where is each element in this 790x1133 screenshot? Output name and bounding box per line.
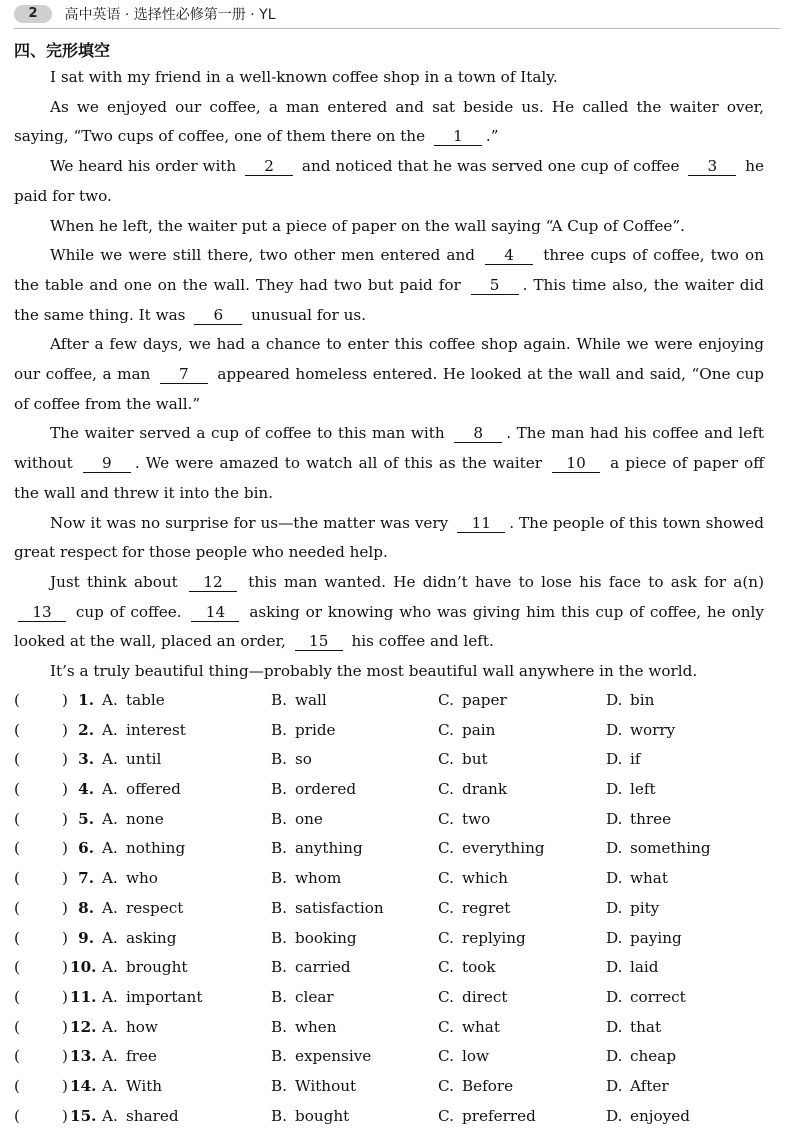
option-a[interactable] [102, 745, 161, 775]
option-letter: B. [271, 720, 287, 739]
option-letter: D. [606, 958, 623, 977]
option-letter: A. [102, 691, 118, 709]
option-c[interactable] [438, 894, 510, 924]
option-a[interactable] [102, 686, 165, 716]
question-number: 11. [70, 987, 97, 1006]
answer-paren-right[interactable]: ) [62, 780, 68, 799]
blank-7[interactable]: 7 [160, 365, 208, 384]
option-text: drank [462, 780, 508, 799]
option-c[interactable] [438, 1072, 513, 1102]
option-letter: B. [271, 839, 287, 858]
option-text: preferred [462, 1106, 536, 1125]
option-b[interactable] [271, 953, 351, 983]
answer-paren-left[interactable]: ( [14, 691, 20, 709]
option-letter: C. [438, 1106, 454, 1125]
option-c[interactable] [438, 805, 490, 835]
option-text: replying [462, 928, 526, 947]
option-text: something [630, 839, 711, 858]
passage-paragraph: The waiter served a cup of coffee to this man with 8 . The man had his coffee and left without 9 . We were amazed to watch all of this as the waiter 10 a piece of paper off the wall and threw it into the bin. [14, 424, 764, 502]
passage-paragraph: It’s a truly beautiful thing—probably the most beautiful wall anywhere in the world. [50, 662, 698, 681]
question-row [14, 1102, 774, 1132]
option-letter: A. [102, 928, 118, 947]
answer-paren-right[interactable]: ) [62, 1106, 68, 1125]
option-text: nothing [126, 839, 186, 858]
option-letter: D. [606, 809, 623, 828]
option-d[interactable] [606, 805, 671, 835]
blank-5[interactable]: 5 [471, 276, 519, 295]
header-title: 高中英语 · 选择性必修第一册 · YL [64, 7, 276, 23]
question-number: 1. [78, 691, 94, 709]
blank-10[interactable]: 10 [552, 454, 600, 473]
option-text: paying [630, 928, 682, 947]
option-d[interactable] [606, 745, 640, 775]
option-text: shared [126, 1106, 179, 1125]
option-text: With [126, 1076, 163, 1095]
option-letter: D. [606, 691, 623, 709]
blank-2[interactable]: 2 [245, 157, 293, 176]
option-a[interactable] [102, 1042, 157, 1072]
option-a[interactable] [102, 775, 181, 805]
option-letter: D. [606, 987, 623, 1006]
option-letter: A. [102, 898, 118, 917]
option-d[interactable] [606, 864, 668, 894]
option-text: bought [295, 1106, 350, 1125]
option-text: laid [630, 958, 659, 977]
option-text: so [295, 750, 312, 769]
option-letter: B. [271, 869, 287, 888]
option-b[interactable] [271, 864, 341, 894]
option-text: anything [295, 839, 363, 858]
option-text: left [630, 780, 656, 799]
option-text: ordered [295, 780, 357, 799]
option-letter: A. [102, 869, 118, 888]
option-text: two [462, 809, 491, 828]
option-a[interactable] [102, 1013, 158, 1043]
option-letter: A. [102, 809, 118, 828]
option-b[interactable] [271, 775, 356, 805]
option-letter: D. [606, 750, 623, 769]
option-text: offered [126, 780, 181, 799]
option-text: brought [126, 958, 188, 977]
option-text: if [630, 750, 641, 769]
option-c[interactable] [438, 924, 526, 954]
option-letter: C. [438, 1017, 454, 1036]
question-row [14, 1072, 774, 1102]
option-c[interactable] [438, 775, 507, 805]
option-d[interactable] [606, 1013, 661, 1043]
option-letter: B. [271, 1106, 287, 1125]
answer-paren-right[interactable]: ) [62, 928, 68, 947]
option-letter: B. [271, 898, 287, 917]
question-number: 2. [78, 720, 94, 739]
blank-12[interactable]: 12 [189, 573, 237, 592]
header-divider [14, 28, 780, 29]
question-row [14, 924, 774, 954]
question-row [14, 745, 774, 775]
option-text: satisfaction [295, 898, 384, 917]
option-text: respect [126, 898, 184, 917]
option-text: none [126, 809, 164, 828]
option-letter: C. [438, 958, 454, 977]
option-d[interactable] [606, 686, 654, 716]
option-letter: D. [606, 780, 623, 799]
page-number-badge: 2 [14, 5, 52, 23]
option-text: pride [295, 720, 336, 739]
question-options [14, 686, 774, 1131]
passage-paragraph: While we were still there, two other men entered and 4 three cups of coffee, two on the table and one on the wall. They had two but paid for 5 . This time also, the waiter did the same thing. It was 6 unusual for us. [14, 246, 764, 324]
answer-paren-right[interactable]: ) [62, 809, 68, 828]
question-number: 12. [70, 1017, 97, 1036]
blank-8[interactable]: 8 [454, 424, 502, 443]
option-letter: A. [102, 958, 118, 977]
blank-15[interactable]: 15 [295, 632, 343, 651]
question-number: 5. [78, 809, 94, 828]
question-number: 9. [78, 928, 94, 947]
answer-paren-left[interactable]: ( [14, 1076, 20, 1095]
option-text: free [126, 1047, 157, 1066]
option-a[interactable] [102, 1102, 179, 1132]
passage-paragraph: We heard his order with 2 and noticed that he was served one cup of coffee 3 he paid for two. [14, 157, 764, 205]
option-d[interactable] [606, 1042, 676, 1072]
question-number: 8. [78, 898, 94, 917]
blank-4[interactable]: 4 [485, 246, 533, 265]
question-number: 13. [70, 1047, 97, 1066]
answer-paren-left[interactable]: ( [14, 839, 20, 858]
option-text: low [462, 1047, 490, 1066]
option-text: Without [295, 1076, 357, 1095]
option-d[interactable] [606, 894, 659, 924]
option-text: carried [295, 958, 351, 977]
cloze-passage [14, 63, 764, 687]
option-text: wall [295, 691, 327, 709]
option-b[interactable] [271, 805, 323, 835]
option-text: table [126, 691, 165, 709]
answer-paren-right[interactable]: ) [62, 1076, 68, 1095]
option-text: when [295, 1017, 337, 1036]
option-a[interactable] [102, 1072, 162, 1102]
option-text: until [126, 750, 162, 769]
question-number: 7. [78, 869, 94, 888]
option-letter: C. [438, 691, 454, 709]
question-row [14, 716, 774, 746]
blank-13[interactable]: 13 [18, 603, 66, 622]
option-text: who [126, 869, 158, 888]
option-text: which [462, 869, 508, 888]
option-c[interactable] [438, 1102, 536, 1132]
answer-paren-left[interactable]: ( [14, 958, 20, 977]
option-b[interactable] [271, 1042, 371, 1072]
option-letter: D. [606, 898, 623, 917]
answer-paren-left[interactable]: ( [14, 809, 20, 828]
page-header [14, 4, 780, 24]
blank-14[interactable]: 14 [191, 603, 239, 622]
option-b[interactable] [271, 716, 336, 746]
option-c[interactable] [438, 834, 545, 864]
question-number: 15. [70, 1106, 97, 1125]
answer-paren-left[interactable]: ( [14, 750, 20, 769]
option-d[interactable] [606, 1102, 690, 1132]
option-letter: A. [102, 1076, 118, 1095]
answer-paren-left[interactable]: ( [14, 898, 20, 917]
option-letter: C. [438, 898, 454, 917]
option-c[interactable] [438, 745, 488, 775]
option-d[interactable] [606, 924, 682, 954]
answer-paren-left[interactable]: ( [14, 1017, 20, 1036]
option-d[interactable] [606, 716, 675, 746]
option-a[interactable] [102, 983, 202, 1013]
option-text: pain [462, 720, 496, 739]
passage-paragraph: As we enjoyed our coffee, a man entered and sat beside us. He called the waiter over, saying, “Two cups of coffee, one of them there on the 1 .” [14, 97, 764, 146]
option-a[interactable] [102, 924, 176, 954]
option-letter: B. [271, 691, 287, 709]
passage-paragraph: Just think about 12 this man wanted. He didn’t have to lose his face to ask for a(n) 13 cup of coffee. 14 asking or knowing who was giving him this cup of coffee, he only looked at the wall, placed an order, 15 his coffee and left. [14, 572, 764, 651]
option-letter: A. [102, 1017, 118, 1036]
option-letter: A. [102, 750, 118, 769]
question-row [14, 775, 774, 805]
option-b[interactable] [271, 834, 363, 864]
option-letter: D. [606, 720, 623, 739]
option-letter: C. [438, 839, 454, 858]
option-letter: B. [271, 780, 287, 799]
option-text: what [630, 869, 668, 888]
answer-paren-right[interactable]: ) [62, 720, 68, 739]
passage-paragraph: I sat with my friend in a well-known coffee shop in a town of Italy. [50, 68, 558, 86]
option-c[interactable] [438, 1042, 489, 1072]
answer-paren-left[interactable]: ( [14, 869, 20, 888]
option-letter: B. [271, 1076, 287, 1095]
option-text: Before [462, 1076, 514, 1095]
question-number: 14. [70, 1076, 97, 1095]
question-row [14, 805, 774, 835]
option-text: correct [630, 987, 686, 1006]
option-b[interactable] [271, 745, 312, 775]
answer-paren-left[interactable]: ( [14, 720, 20, 739]
blank-11[interactable]: 11 [457, 514, 505, 533]
passage-paragraph: Now it was no surprise for us—the matter was very 11 . The people of this town showed great respect for those people who needed help. [14, 513, 765, 562]
option-c[interactable] [438, 686, 507, 716]
option-c[interactable] [438, 953, 496, 983]
option-text: enjoyed [630, 1106, 690, 1125]
answer-paren-right[interactable]: ) [62, 691, 68, 709]
option-b[interactable] [271, 924, 357, 954]
option-text: took [462, 958, 496, 977]
answer-paren-left[interactable]: ( [14, 780, 20, 799]
option-letter: A. [102, 780, 118, 799]
blank-3[interactable]: 3 [688, 157, 736, 176]
option-b[interactable] [271, 686, 327, 716]
option-letter: C. [438, 1047, 454, 1066]
question-row [14, 686, 774, 716]
answer-paren-right[interactable]: ) [62, 987, 68, 1006]
option-letter: B. [271, 1047, 287, 1066]
question-number: 10. [70, 958, 97, 977]
option-letter: B. [271, 987, 287, 1006]
option-letter: B. [271, 809, 287, 828]
option-letter: D. [606, 839, 623, 858]
option-text: worry [630, 720, 676, 739]
question-row [14, 1013, 774, 1043]
option-text: clear [295, 987, 334, 1006]
option-letter: D. [606, 1076, 623, 1095]
option-letter: C. [438, 1076, 454, 1095]
blank-9[interactable]: 9 [83, 454, 131, 473]
option-letter: C. [438, 869, 454, 888]
question-row [14, 834, 774, 864]
answer-paren-right[interactable]: ) [62, 1047, 68, 1066]
question-number: 6. [78, 839, 94, 858]
option-text: After [630, 1076, 669, 1095]
option-b[interactable] [271, 1013, 337, 1043]
option-d[interactable] [606, 1072, 669, 1102]
option-letter: C. [438, 987, 454, 1006]
option-c[interactable] [438, 1013, 500, 1043]
option-text: what [462, 1017, 500, 1036]
option-a[interactable] [102, 716, 186, 746]
option-a[interactable] [102, 834, 185, 864]
answer-paren-left[interactable]: ( [14, 1047, 20, 1066]
answer-paren-left[interactable]: ( [14, 1106, 20, 1125]
option-c[interactable] [438, 864, 508, 894]
answer-paren-left[interactable]: ( [14, 987, 20, 1006]
option-text: bin [630, 691, 655, 709]
option-letter: D. [606, 869, 623, 888]
option-b[interactable] [271, 1072, 356, 1102]
option-text: one [295, 809, 323, 828]
option-letter: A. [102, 839, 118, 858]
option-text: expensive [295, 1047, 372, 1066]
option-letter: D. [606, 1047, 623, 1066]
answer-paren-right[interactable]: ) [62, 839, 68, 858]
passage-paragraph: After a few days, we had a chance to enter this coffee shop again. While we were enjoying our coffee, a man 7 appeared homeless entered. He looked at the wall and said, “One cup of coffee from the wall.” [14, 335, 765, 413]
option-letter: C. [438, 809, 454, 828]
option-c[interactable] [438, 983, 507, 1013]
option-a[interactable] [102, 894, 183, 924]
option-d[interactable] [606, 983, 686, 1013]
option-letter: A. [102, 1047, 118, 1066]
option-letter: A. [102, 1106, 118, 1125]
answer-paren-right[interactable]: ) [62, 898, 68, 917]
option-b[interactable] [271, 983, 334, 1013]
option-text: whom [295, 869, 342, 888]
option-letter: A. [102, 987, 118, 1006]
answer-paren-right[interactable]: ) [62, 869, 68, 888]
option-letter: B. [271, 750, 287, 769]
blank-1[interactable]: 1 [434, 127, 482, 146]
option-letter: C. [438, 928, 454, 947]
answer-paren-right[interactable]: ) [62, 750, 68, 769]
option-text: pity [630, 898, 660, 917]
option-text: regret [462, 898, 511, 917]
option-text: three [630, 809, 672, 828]
option-letter: B. [271, 958, 287, 977]
option-text: how [126, 1017, 158, 1036]
passage-paragraph: When he left, the waiter put a piece of paper on the wall saying “A Cup of Coffee”. [50, 216, 685, 235]
option-letter: D. [606, 1106, 623, 1125]
answer-paren-right[interactable]: ) [62, 958, 68, 977]
option-letter: B. [271, 928, 287, 947]
question-number: 4. [78, 780, 94, 799]
option-letter: C. [438, 750, 454, 769]
question-row [14, 864, 774, 894]
option-d[interactable] [606, 834, 711, 864]
option-letter: D. [606, 1017, 623, 1036]
option-text: asking [126, 928, 177, 947]
option-text: paper [462, 691, 507, 709]
answer-paren-left[interactable]: ( [14, 928, 20, 947]
question-row [14, 953, 774, 983]
option-letter: C. [438, 720, 454, 739]
option-a[interactable] [102, 953, 188, 983]
option-text: that [630, 1017, 662, 1036]
option-letter: B. [271, 1017, 287, 1036]
option-text: but [462, 750, 488, 769]
option-letter: A. [102, 720, 118, 739]
option-text: booking [295, 928, 357, 947]
option-letter: C. [438, 780, 454, 799]
option-text: cheap [630, 1047, 677, 1066]
option-text: direct [462, 987, 508, 1006]
option-b[interactable] [271, 894, 384, 924]
question-row [14, 1042, 774, 1072]
option-c[interactable] [438, 716, 495, 746]
option-text: everything [462, 839, 545, 858]
section-title: 四、完形填空 [14, 41, 111, 60]
option-b[interactable] [271, 1102, 349, 1132]
question-row [14, 894, 774, 924]
option-text: important [126, 987, 203, 1006]
option-d[interactable] [606, 953, 659, 983]
option-a[interactable] [102, 805, 164, 835]
question-number: 3. [78, 750, 94, 769]
option-text: interest [126, 720, 186, 739]
option-letter: D. [606, 928, 623, 947]
blank-6[interactable]: 6 [194, 306, 242, 325]
question-row [14, 983, 774, 1013]
option-a[interactable] [102, 864, 158, 894]
option-d[interactable] [606, 775, 656, 805]
answer-paren-right[interactable]: ) [62, 1017, 68, 1036]
